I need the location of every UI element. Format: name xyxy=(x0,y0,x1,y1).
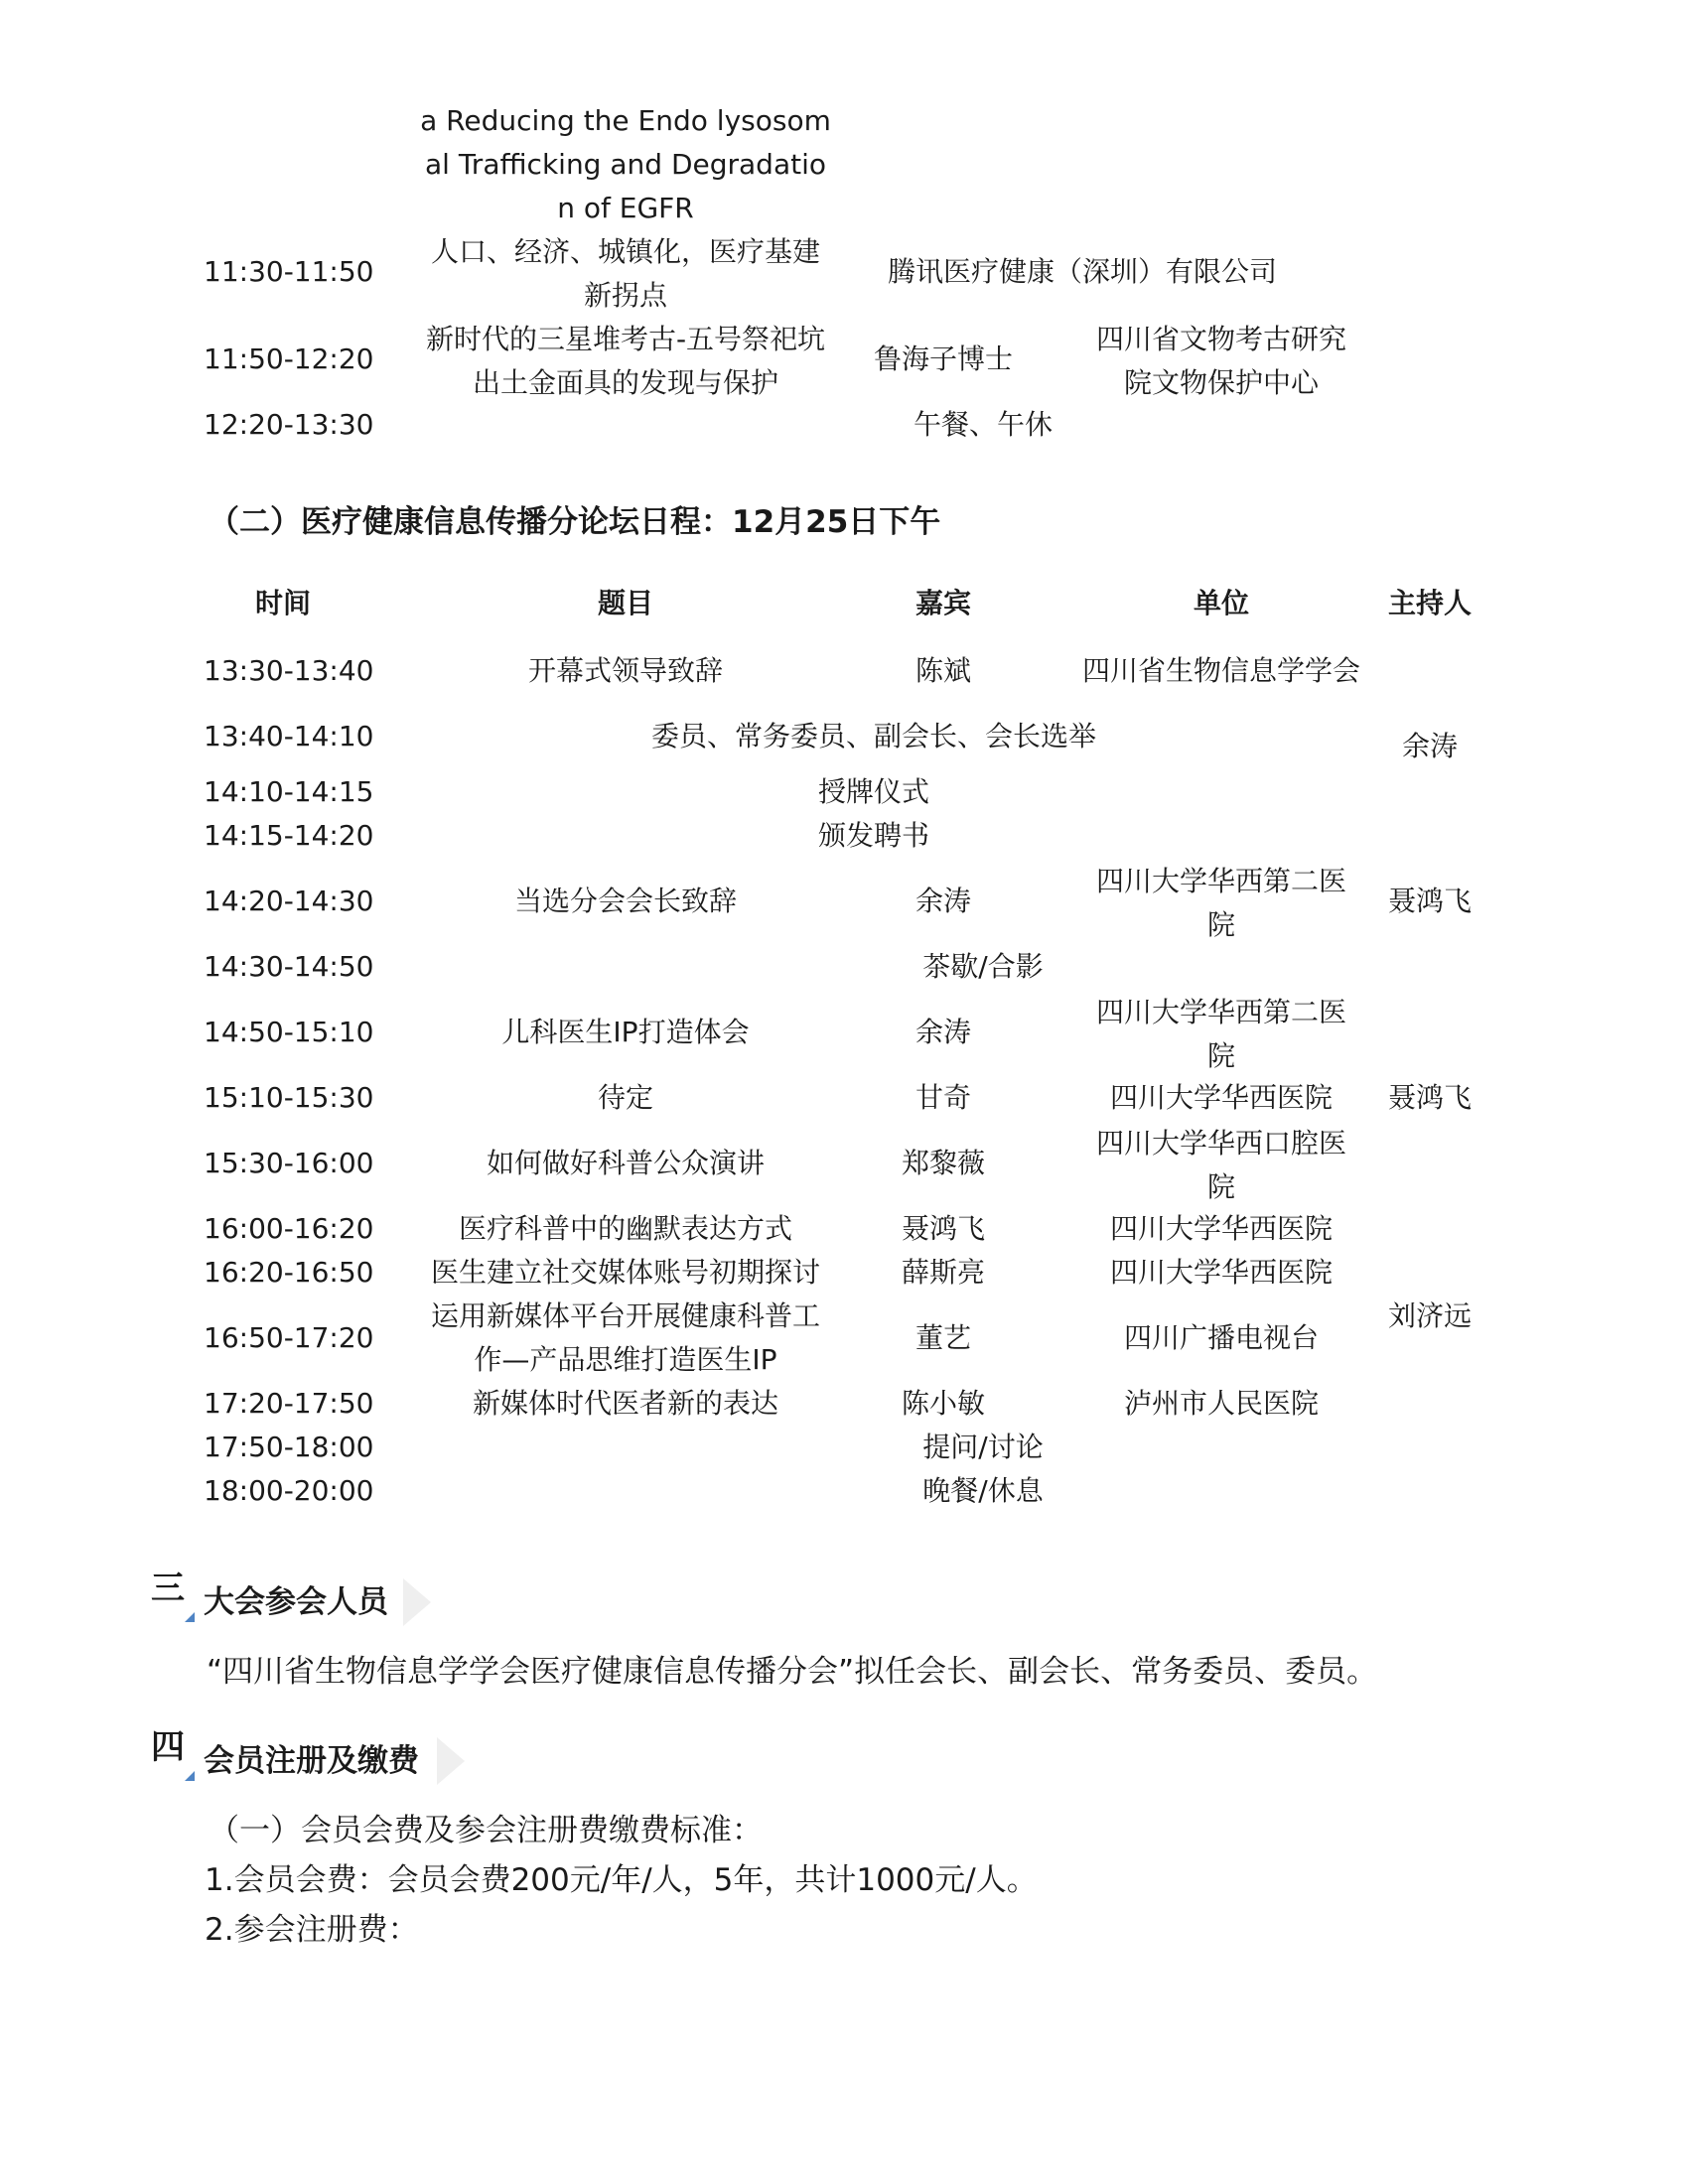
merged-cell: 茶歇/合影 xyxy=(922,950,1044,983)
time-cell: 12:20-13:30 xyxy=(204,408,374,441)
topic-cell: 当选分会会长致辞 xyxy=(513,885,737,917)
time-cell: 13:30-13:40 xyxy=(204,654,374,687)
unit-cell xyxy=(1053,318,1390,405)
time-cell: 17:50-18:00 xyxy=(204,1431,374,1463)
guest-cell: 陈斌 xyxy=(914,654,971,687)
guest-cell: 余涛 xyxy=(914,885,971,917)
topic-cell: 开幕式领导致辞 xyxy=(527,654,723,687)
topic-line: a Reducing the Endo lysosom xyxy=(420,104,831,137)
topic-line: 新拐点 xyxy=(583,279,667,312)
unit-cell: 四川广播电视台 xyxy=(1123,1321,1319,1354)
topic-cell: 儿科医生IP打造体会 xyxy=(501,1016,750,1048)
unit-cell: 四川省生物信息学学会 xyxy=(1081,654,1360,687)
topic-line: 出土金面具的发现与保护 xyxy=(472,366,778,399)
time-cell: 13:40-14:10 xyxy=(204,720,374,752)
topic-cell: 医生建立社交媒体账号初期探讨 xyxy=(430,1256,820,1289)
topic-cell xyxy=(397,230,854,318)
unit-cell xyxy=(1053,1122,1390,1209)
guest-cell: 余涛 xyxy=(914,1016,971,1048)
host-cell: 刘济远 xyxy=(1387,1299,1472,1332)
unit-line: 四川大学华西第二医 xyxy=(1095,865,1346,897)
unit-line: 院 xyxy=(1206,1039,1235,1072)
column-header-topic: 题目 xyxy=(597,587,653,619)
time-cell: 15:30-16:00 xyxy=(204,1147,374,1179)
unit-line: 四川大学华西第二医 xyxy=(1095,996,1346,1028)
merged-cell: 委员、常务委员、副会长、会长选举 xyxy=(650,720,1096,752)
unit-cell xyxy=(1053,991,1390,1078)
host-cell: 聂鸿飞 xyxy=(1387,1081,1472,1114)
merged-cell: 颁发聘书 xyxy=(817,819,929,852)
guest-cell: 郑黎薇 xyxy=(901,1147,985,1179)
host-cell: 聂鸿飞 xyxy=(1387,885,1472,917)
corner-marker-icon xyxy=(185,1612,195,1622)
topic-cell: 如何做好科普公众演讲 xyxy=(486,1147,765,1179)
unit-line: 院 xyxy=(1206,1170,1235,1203)
topic-line: 新时代的三星堆考古-五号祭祀坑 xyxy=(425,323,826,355)
time-cell: 14:10-14:15 xyxy=(204,775,374,808)
time-cell: 16:50-17:20 xyxy=(204,1321,374,1354)
fee-standard-heading: （一）会员会费及参会注册费缴费标准： xyxy=(209,1813,763,1848)
unit-line: 四川省文物考古研究 xyxy=(1095,323,1346,355)
guest-cell: 甘奇 xyxy=(914,1081,971,1114)
column-header-guest: 嘉宾 xyxy=(914,587,971,619)
unit-cell: 四川大学华西医院 xyxy=(1109,1081,1333,1114)
unit-line: 院 xyxy=(1206,908,1235,941)
topic-cell xyxy=(397,1295,854,1382)
time-cell: 11:30-11:50 xyxy=(204,255,374,288)
topic-cell: 医疗科普中的幽默表达方式 xyxy=(458,1212,792,1245)
unit-cell xyxy=(1053,860,1390,947)
time-cell: 17:20-17:50 xyxy=(204,1387,374,1420)
host-cell: 余涛 xyxy=(1401,730,1458,762)
guest-cell: 董艺 xyxy=(914,1321,971,1354)
section-title: 会员注册及缴费 xyxy=(204,1743,419,1779)
guest-cell: 鲁海子博士 xyxy=(873,342,1013,375)
time-cell: 18:00-20:00 xyxy=(204,1474,374,1507)
time-cell: 11:50-12:20 xyxy=(204,342,374,375)
column-header-time: 时间 xyxy=(254,587,311,619)
column-header-unit: 单位 xyxy=(1193,587,1249,619)
chevron-right-icon xyxy=(403,1578,431,1626)
chevron-right-icon xyxy=(437,1737,465,1785)
topic-cell xyxy=(397,318,854,405)
unit-cell: 泸州市人民医院 xyxy=(1123,1387,1319,1420)
merged-cell: 提问/讨论 xyxy=(922,1431,1044,1463)
time-cell: 14:20-14:30 xyxy=(204,885,374,917)
merged-cell: 晚餐/休息 xyxy=(922,1474,1044,1507)
guest-cell: 薛斯亮 xyxy=(901,1256,985,1289)
topic-line: 作—产品思维打造医生IP xyxy=(474,1343,777,1376)
guest-unit-cell: 腾讯医疗健康（深圳）有限公司 xyxy=(887,255,1277,288)
time-cell: 14:50-15:10 xyxy=(204,1016,374,1048)
section-two-heading: （二）医疗健康信息传播分论坛日程：12月25日下午 xyxy=(209,504,941,540)
unit-line: 院文物保护中心 xyxy=(1123,366,1319,399)
unit-cell: 四川大学华西医院 xyxy=(1109,1256,1333,1289)
time-cell: 14:30-14:50 xyxy=(204,950,374,983)
topic-line: n of EGFR xyxy=(557,192,694,224)
section-body: “四川省生物信息学学会医疗健康信息传播分会”拟任会长、副会长、常务委员、委员。 xyxy=(207,1654,1378,1690)
topic-cell: 新媒体时代医者新的表达 xyxy=(472,1387,778,1420)
merged-cell: 授牌仪式 xyxy=(817,775,929,808)
time-cell: 14:15-14:20 xyxy=(204,819,374,852)
topic-line: al Trafficking and Degradatio xyxy=(424,148,826,181)
topic-line: 运用新媒体平台开展健康科普工 xyxy=(430,1299,820,1332)
section-number: 四 xyxy=(151,1727,185,1767)
topic-cell: 待定 xyxy=(597,1081,653,1114)
unit-line: 四川大学华西口腔医 xyxy=(1095,1127,1346,1160)
topic-line: 人口、经济、城镇化，医疗基建 xyxy=(430,235,820,268)
time-cell: 16:00-16:20 xyxy=(204,1212,374,1245)
unit-cell: 四川大学华西医院 xyxy=(1109,1212,1333,1245)
corner-marker-icon xyxy=(185,1771,195,1781)
member-fee-line: 1.会员会费：会员会费200元/年/人，5年，共计1000元/人。 xyxy=(205,1862,1038,1898)
guest-cell: 陈小敏 xyxy=(901,1387,985,1420)
guest-cell: 聂鸿飞 xyxy=(901,1212,985,1245)
column-header-host: 主持人 xyxy=(1387,587,1472,619)
registration-fee-line: 2.参会注册费： xyxy=(205,1912,419,1948)
section-title: 大会参会人员 xyxy=(204,1584,388,1620)
topic-cell xyxy=(397,99,854,230)
section-number: 三 xyxy=(151,1569,185,1608)
time-cell: 16:20-16:50 xyxy=(204,1256,374,1289)
time-cell: 15:10-15:30 xyxy=(204,1081,374,1114)
merged-cell: 午餐、午休 xyxy=(913,408,1053,441)
